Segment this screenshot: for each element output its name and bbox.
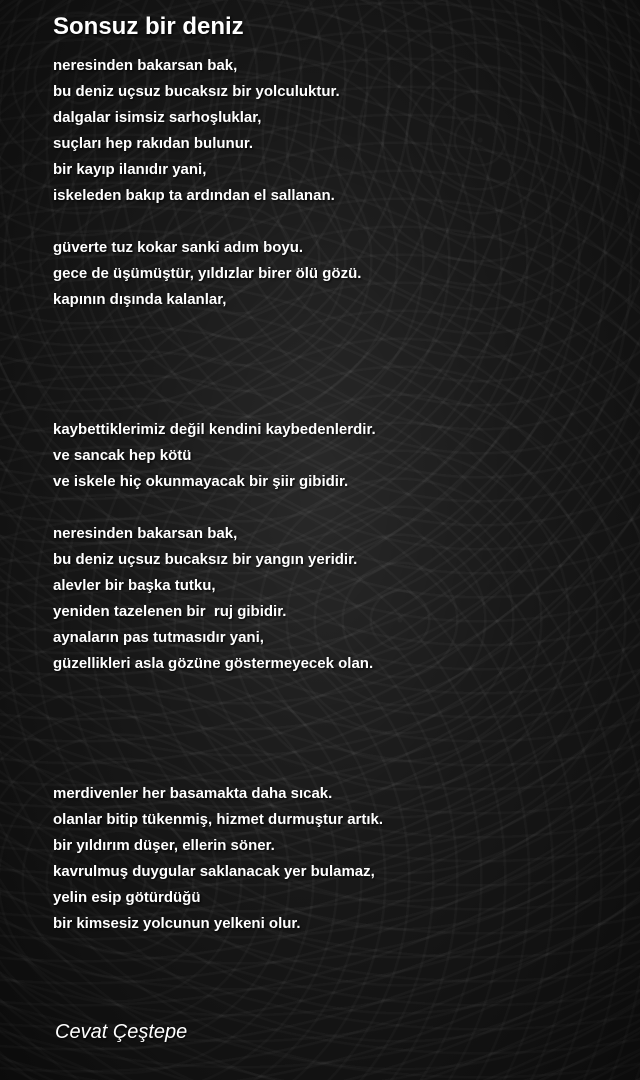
poem-line: bu deniz uçsuz bucaksız bir yolculuktur. (53, 83, 340, 100)
poem-line: iskeleden bakıp ta ardından el sallanan. (53, 187, 335, 204)
poem-line: güverte tuz kokar sanki adım boyu. (53, 239, 304, 256)
poem-line: kaybettiklerimiz değil kendini kaybedenlerdir. (53, 421, 376, 438)
poem-author: Cevat Çeştepe (55, 1021, 188, 1043)
poem-blank-line (53, 703, 623, 729)
poem-blank-line (53, 339, 623, 365)
poem-blank-line (53, 677, 623, 703)
poem-line: dalgalar isimsiz sarhoşluklar, (53, 109, 262, 126)
poem-line: bu deniz uçsuz bucaksız bir yangın yeridir. (53, 551, 358, 568)
poem-line: merdivenler her basamakta daha sıcak. (53, 785, 333, 802)
poem-blank-line (53, 755, 623, 781)
poem-line: suçları hep rakıdan bulunur. (53, 135, 254, 152)
poem-blank-line (53, 313, 623, 339)
poem-line: aynaların pas tutmasıdır yani, (53, 629, 264, 646)
poem-line: kapının dışında kalanlar, (53, 291, 227, 308)
poem-line: olanlar bitip tükenmiş, hizmet durmuştur artık. (53, 811, 384, 828)
poem-line: bir kimsesiz yolcunun yelkeni olur. (53, 915, 301, 932)
poem-line: güzellikleri asla gözüne göstermeyecek olan. (53, 655, 374, 672)
poem-blank-line (53, 391, 623, 417)
poem-line: bir kayıp ilanıdır yani, (53, 161, 207, 178)
poem-line: neresinden bakarsan bak, (53, 57, 238, 74)
poem-line: yelin esip götürdüğü (53, 889, 201, 906)
poem-line: bir yıldırım düşer, ellerin söner. (53, 837, 275, 854)
poem-line: ve iskele hiç okunmayacak bir şiir gibidir. (53, 473, 349, 490)
poem-blank-line (53, 729, 623, 755)
poem-title: Sonsuz bir deniz (53, 13, 244, 40)
poem-line: gece de üşümüştür, yıldızlar birer ölü gözü. (53, 265, 362, 282)
poem-line: alevler bir başka tutku, (53, 577, 216, 594)
poem-line: yeniden tazelenen bir ruj gibidir. (53, 603, 287, 620)
poem-blank-line (53, 209, 623, 235)
poem-line: neresinden bakarsan bak, (53, 525, 238, 542)
poem-line: kavrulmuş duygular saklanacak yer bulamaz, (53, 863, 375, 880)
poem-blank-line (53, 495, 623, 521)
poem-line: ve sancak hep kötü (53, 447, 192, 464)
poem-body (53, 53, 623, 937)
poem-blank-line (53, 365, 623, 391)
